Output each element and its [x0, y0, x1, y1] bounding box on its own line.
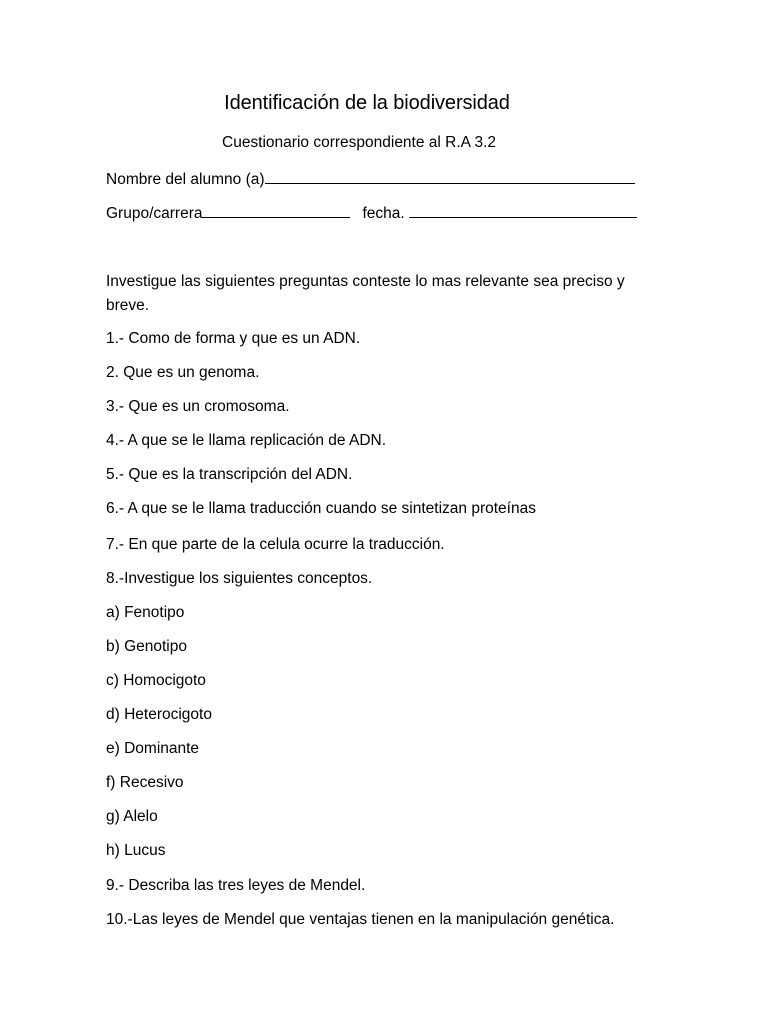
concept-item: f) Recesivo — [106, 774, 184, 791]
question-item: 7.- En que parte de la celula ocurre la traducción. — [106, 536, 445, 553]
student-name-field — [106, 170, 635, 189]
question-item: 5.- Que es la transcripción del ADN. — [106, 466, 353, 483]
concept-item: b) Genotipo — [106, 638, 187, 655]
concept-item: c) Homocigoto — [106, 672, 206, 689]
group-blank — [202, 204, 350, 218]
question-item: 2. Que es un genoma. — [106, 364, 260, 381]
question-item: 3.- Que es un cromosoma. — [106, 398, 290, 415]
question-item: 10.-Las leyes de Mendel que ventajas tienen en la manipulación genética. — [106, 911, 615, 928]
concept-item: a) Fenotipo — [106, 604, 185, 621]
date-label: fecha. — [362, 205, 405, 222]
document-title: Identificación de la biodiversidad — [224, 92, 510, 114]
concept-item: e) Dominante — [106, 740, 200, 757]
question-item: 1.- Como de forma y que es un ADN. — [106, 330, 361, 347]
concept-item: g) Alelo — [106, 808, 158, 825]
question-item: 8.-Investigue los siguientes conceptos. — [106, 570, 373, 587]
question-item: 9.- Describa las tres leyes de Mendel. — [106, 877, 366, 894]
student-name-blank — [265, 170, 635, 184]
question-item: 6.- A que se le llama traducción cuando se sintetizan proteínas — [106, 500, 536, 517]
group-label: Grupo/carrera — [106, 205, 203, 222]
date-blank — [409, 204, 637, 218]
document-subtitle: Cuestionario correspondiente al R.A 3.2 — [222, 134, 496, 151]
student-name-label: Nombre del alumno (a) — [106, 171, 265, 188]
question-item: 4.- A que se le llama replicación de ADN. — [106, 432, 387, 449]
instructions-text: Investigue las siguientes preguntas conteste lo mas relevante sea preciso y breve. — [106, 273, 625, 314]
concept-item: h) Lucus — [106, 842, 166, 859]
concept-item: d) Heterocigoto — [106, 706, 212, 723]
group-date-field — [106, 204, 637, 223]
